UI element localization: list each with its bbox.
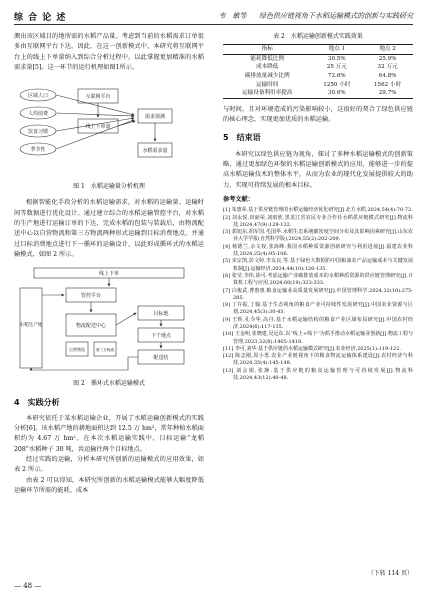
column-name: 综 合 论 述: [14, 13, 67, 23]
reference-item: [3] 郭旭东,胡军国,毛国华.水稻生态系统碳密度空间分布及其影响因素研究[J].山东农业大学学报(自然科学版),2024,55(2):202-209.: [223, 229, 413, 243]
section-heading: 5 结束语: [223, 133, 261, 143]
table-cell: 1562 小时: [374, 81, 402, 88]
authors: 韦 敏等: [218, 12, 247, 20]
reference-item: [12] 陈志刚,周小勇.农业产业链视角下的粮食物流运输体系建设[J].农村经济与科技,2024,35(4):145-148.: [223, 353, 413, 367]
label-online-orders: 线上下单量: [85, 124, 111, 131]
label-platform: 互联网平台: [85, 94, 111, 101]
label-target: 目标地: [153, 311, 169, 318]
table-cell: 25 万元: [326, 64, 347, 71]
reference-item: [2] 刘永悦,田丽荣,刘雨欣.黑龙江省农民专业合作社水稻供应链模式研究[J].物流科技,2024,47(9):128-132.: [223, 214, 413, 228]
label-self: 自营物流: [69, 347, 85, 353]
table-cell: 64.8%: [378, 73, 397, 80]
paragraph: 测出该区域目的地所需的水稻产品量。考虑到当前的水稻需求订单很多由互联网平台下达，因此，在这一创新模式中，本研究将互联网平台上的线上下单量纳入到综合分析过程中，以此掌握更加精准的水稻需求量[5]。这一环节的运行机理如图1所示。: [14, 33, 204, 71]
label-control: 管控平台: [80, 293, 102, 300]
label-producer: 水稻生产地: [19, 323, 43, 329]
reference-item: [1] 朱惠荣.基于供应链管理的水稻运输经济优化研究[J].北方水稻,2024,54(4):70-72.: [223, 207, 413, 214]
table-header-row: [223, 45, 413, 55]
table-row: [223, 72, 413, 81]
table-cell: 1250 小时: [323, 81, 351, 88]
section-heading: 4 实践分析: [14, 397, 60, 407]
table-cell: 72.6%: [327, 73, 346, 80]
figure-2-diagram: [14, 266, 204, 376]
table-cell: 30.6%: [311, 89, 362, 98]
label-third: 第三方物流: [96, 348, 114, 353]
table-header: 指标: [223, 45, 311, 55]
figure-1-diagram: [14, 79, 204, 179]
reference-item: [6] 张莹,李伟,徐可.考虑运输产业碳排放成本的水稻种质资源的供应链管理研究[J].计算机工程与应用,2024,60(19):323-333.: [223, 272, 413, 287]
table-cell: 运输时间: [256, 81, 279, 88]
running-title: [219, 11, 413, 21]
figure-1-caption: 图 1 水稻运输量分析机理: [73, 183, 145, 191]
label-consumption: 人均消费: [27, 111, 49, 118]
paragraph: 经过实践的运输，分析本研究所创新的运输模式的应用效果，如表 2 所示。: [14, 456, 204, 474]
table-cell: 32 万元: [377, 64, 398, 71]
table-row: [223, 89, 413, 98]
table-2: [223, 44, 413, 99]
table-row: [223, 81, 413, 90]
label-loop: 配送结: [153, 355, 169, 362]
table-cell: 能耗降低比例: [250, 55, 284, 62]
table-header: 地点 2: [362, 45, 413, 55]
label-next: 下个地点: [150, 333, 172, 340]
reference-item: [10] 王金明,张晓建,吴远东.以“线上+线下”为抓手推动水稻运输业创新[J].物流工程与管理,2023,32(8):1405-1418.: [223, 331, 413, 345]
table-row: [223, 54, 413, 63]
reference-item: [11] 李可,刘华.基于供应链的水稻运输模式研究[J].农业经济,2025(1):119-122.: [223, 345, 401, 352]
node-producer: [20, 288, 42, 368]
label-center: 物流配送中心: [75, 323, 107, 330]
article-title: 绿色供应链视角下水稻运输模式的创新与实践研究: [259, 12, 413, 20]
table-2-caption: 表 2 水稻运输创新模式实践效果: [273, 33, 363, 40]
reference-item: [9] 王辉,孔令华,高丹.基于水稻运输结构的粮食产业区域布局研究[J].中国农村经济,2024(6):117-135.: [223, 316, 413, 330]
page-footer: [14, 570, 413, 596]
paragraph: 本研究依托于某水稻运输企业，开展了水稻运输创新模式的实践分析[6]。该水稻产地的耕地面积达到 12.5 万 hm²，常年种植水稻面积约为 4.67 万 hm²。在本次水稻运输实践中，目标运输“龙稻208”水稻种子 30 吨，共运输往两个目标地点。: [14, 414, 204, 453]
figure-1: [14, 79, 204, 179]
table-cell: 成本降低: [256, 64, 279, 71]
figure-2-caption: 图 2 循环式水稻运输模式: [73, 380, 145, 388]
continued-note: （下转 114 页）: [367, 570, 413, 577]
references-heading: 参考文献：: [223, 195, 254, 203]
figure-2: [14, 266, 204, 376]
table-cell: 29.7%: [362, 89, 413, 98]
table-cell: 碳排放量减少比例: [244, 73, 290, 80]
reference-item: [5] 宋宗凯,彭文婷,李友良,等.基于绿色大数据的中国粮油农产品运输成本与关键发展机制[J].运输经济,2024,44(10):126-135.: [223, 258, 413, 272]
table-cell: 30.5%: [327, 55, 346, 62]
page-number: — 48 —: [14, 582, 42, 590]
table-row: [223, 63, 413, 72]
reference-item: [8] 丁存振,丁翰.基于生态视角的粮食产业可持续性发展研究[J].中国农业资源与区划,2024,45(3):30-43.: [223, 302, 413, 316]
reference-item: [13] 刘会娟,张静.基于供应链的粮食运输管理与可持续发展[J].物流科技,2024,43(12):40-48.: [223, 367, 413, 382]
paragraph: 由表 2 可以得知，本研究所创新的水稻运输模式能够大幅度降低运输环节所需的能耗、成本: [14, 476, 204, 494]
paragraph: 本研究以绿色供应链为视角，探讨了多种水稻运输模式的创新策略，通过更加绿色环保的水稻运输创新模式的应用，能够进一步的提高水稻运输技术的整体水平，从而为农业的现代化发展提供较大的助力，实现可持续发展的根本目标。: [223, 150, 413, 189]
label-forecast: 需求预测: [144, 114, 166, 121]
right-column: [223, 32, 413, 382]
references-list: [223, 207, 413, 382]
table-cell: 25.9%: [378, 55, 397, 62]
label-population: 区域人口: [27, 93, 49, 100]
label-habit: 饮食习惯: [27, 129, 49, 136]
reference-item: [4] 杨德兰,余文权,张海峰.我国水稻种质资源创新研究与利用进展[J].福建农业科技,2024,25(4):95-106.: [223, 243, 413, 258]
label-season: 季节性: [30, 147, 46, 154]
paragraph: 根据智能化手段分析的水稻运输需求，对水稻的运输量、运输时间等数据进行优化设计。通过建立综合的水稻运输管控平台，对水稻的生产地进行运输订单的下达，完成水稻的包装与装载后，由物流配送中心以自营物流和第三方物流两种形式运输到目标消费地点，并通过目标消费地点进行下一循环的运输设计，以此形成循环式的水稻运输模式，如图 2 所示。: [14, 199, 204, 258]
left-column: [14, 32, 204, 496]
reference-item: [7] 白俊武,曹惠惠.粮食运输业高质量发展研究[J].中国管理科学,2024,32(10):275-285.: [223, 287, 413, 301]
table-cell: 运输设备利用率提高: [223, 89, 311, 98]
paragraph: 与时间，且对环境造成的污染影响较小，这很好的契合了绿色供应链的核心理念，实现更加优质的水稻运输。: [223, 105, 413, 124]
label-online: 线上下单: [98, 271, 120, 278]
table-header: 地点 1: [311, 45, 362, 55]
page-header: [14, 8, 413, 25]
label-demand: 水稻需求量: [142, 148, 168, 155]
